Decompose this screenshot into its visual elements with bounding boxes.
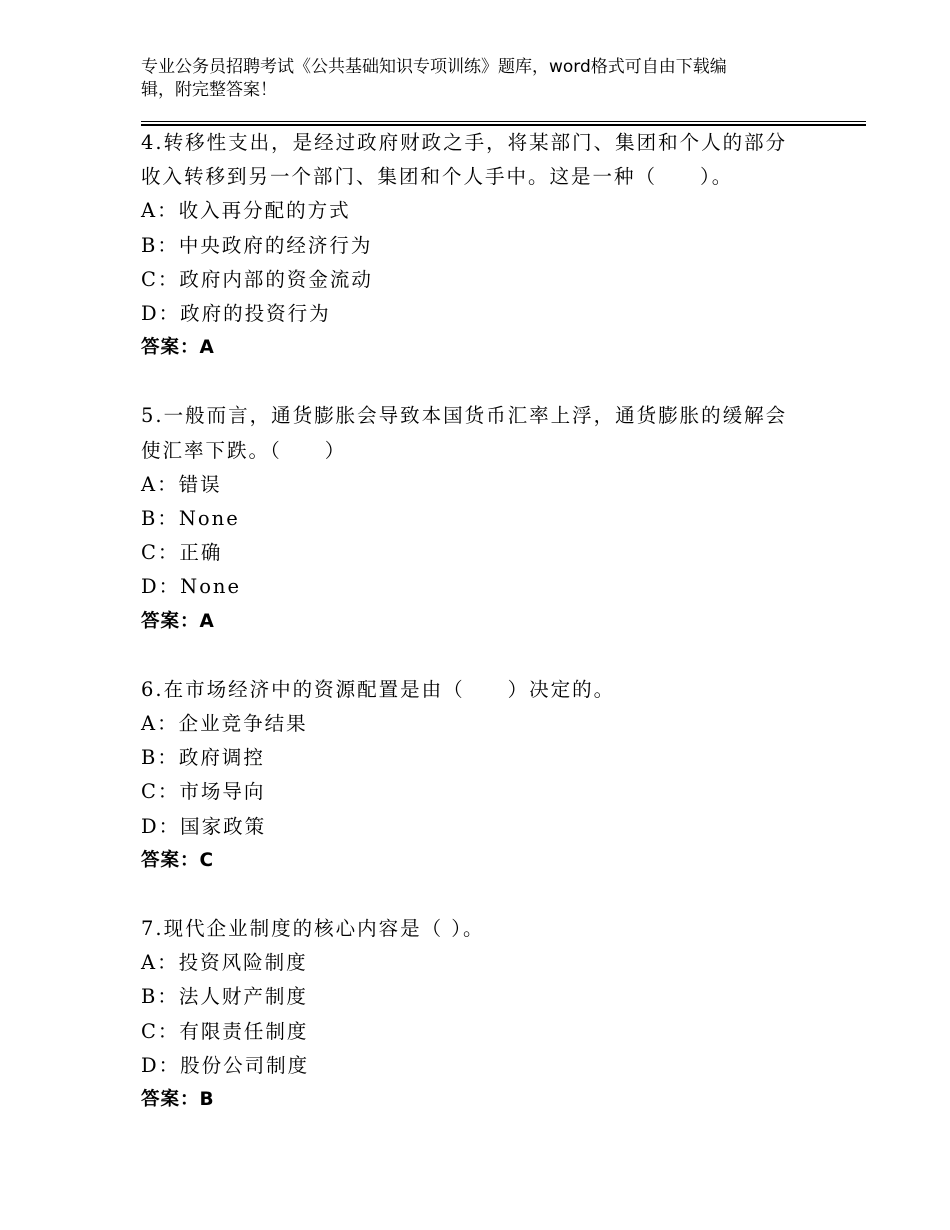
option-a: A：投资风险制度 bbox=[141, 951, 308, 975]
option-a: A：收入再分配的方式 bbox=[141, 199, 351, 223]
document-header bbox=[141, 56, 791, 102]
answer: 答案：B bbox=[141, 1089, 215, 1111]
option-b: B：法人财产制度 bbox=[141, 985, 308, 1009]
question-gap bbox=[141, 878, 841, 912]
question-stem: 4.转移性支出，是经过政府财政之手，将某部门、集团和个人的部分 bbox=[141, 131, 788, 154]
answer: 答案：A bbox=[141, 337, 215, 359]
question-stem: 收入转移到另一个部门、集团和个人手中。这是一种（ ）。 bbox=[141, 165, 734, 189]
question-stem: 使汇率下跌。（ ） bbox=[141, 438, 347, 462]
question-5 bbox=[141, 399, 841, 638]
question-gap bbox=[141, 365, 841, 399]
option-d: D：国家政策 bbox=[141, 814, 267, 838]
option-a: A：错误 bbox=[141, 472, 222, 496]
option-c: C：政府内部的资金流动 bbox=[141, 267, 373, 291]
header-line-2: 辑，附完整答案！ bbox=[141, 80, 277, 100]
question-6 bbox=[141, 673, 841, 878]
question-stem: 5.一般而言，通货膨胀会导致本国货币汇率上浮，通货膨胀的缓解会 bbox=[141, 404, 788, 428]
question-7 bbox=[141, 912, 841, 1117]
option-c: C：有限责任制度 bbox=[141, 1019, 309, 1043]
answer: 答案：A bbox=[141, 610, 215, 632]
question-stem: 6.在市场经济中的资源配置是由（ ）决定的。 bbox=[141, 677, 616, 701]
option-c: C：正确 bbox=[141, 541, 223, 565]
question-4 bbox=[141, 126, 841, 365]
option-d: D：股份公司制度 bbox=[141, 1053, 310, 1077]
header-line-1: 专业公务员招聘考试《公共基础知识专项训练》题库，word格式可自由下载编 bbox=[141, 57, 727, 77]
answer: 答案：C bbox=[141, 849, 215, 871]
question-gap bbox=[141, 639, 841, 673]
option-c: C：市场导向 bbox=[141, 780, 266, 804]
question-list bbox=[141, 126, 841, 1117]
option-d: D：None bbox=[141, 575, 242, 599]
header-rule-thin bbox=[141, 121, 866, 122]
option-b: B：政府调控 bbox=[141, 746, 265, 770]
option-d: D：政府的投资行为 bbox=[141, 302, 331, 326]
option-a: A：企业竞争结果 bbox=[141, 712, 308, 736]
question-stem: 7.现代企业制度的核心内容是（ ）。 bbox=[141, 917, 485, 941]
option-b: B：中央政府的经济行为 bbox=[141, 233, 373, 257]
option-b: B：None bbox=[141, 507, 240, 531]
